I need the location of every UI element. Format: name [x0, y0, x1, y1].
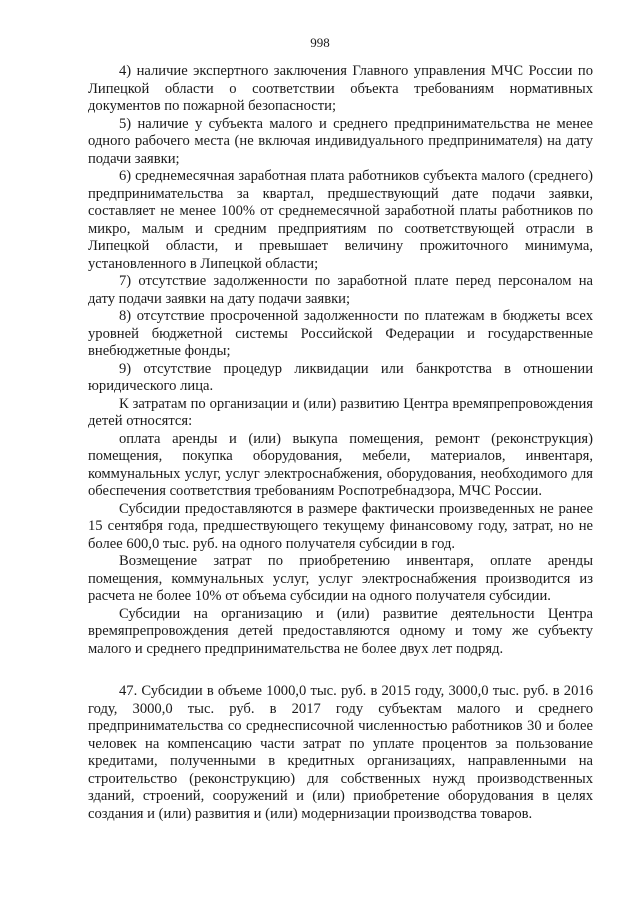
paragraph-subsidy-duration: Субсидии на организацию и (или) развитие деятельности Центра времяпрепровождения детей предоставляются одному и тому же субъекту малого и среднего предпринимательства не более двух лет подряд. [88, 605, 593, 657]
page-number: 998 [310, 35, 330, 50]
paragraph-item-8: 8) отсутствие просроченной задолженности по платежам в бюджеты всех уровней бюджетной системы Российской Федерации и государственные внебюджетные фонды; [88, 308, 593, 359]
paragraph-section-47: 47. Субсидии в объеме 1000,0 тыс. руб. в 2015 году, 3000,0 тыс. руб. в 2016 году, 3000,0 тыс. руб. в 2017 году субъектам малого и среднего предпринимательства со среднесписочной численностью работников 30 и более человек на компенсацию части затрат по уплате процентов за пользование кредитами, полученными в кредитных организациях, направленными на строительство (реконструкцию) для собственных нужд производственных зданий, строений, сооружений и (или) приобретение оборудования в целях создания и (или) развития и (или) модернизации производства товаров. [88, 683, 593, 822]
paragraph-costs-intro: К затратам по организации и (или) развитию Центра времяпрепровождения детей относятся: [88, 395, 593, 429]
paragraph-item-4: 4) наличие экспертного заключения Главного управления МЧС России по Липецкой области о соответствии объекта требованиям нормативных документов по пожарной безопасности; [88, 63, 593, 114]
document-body [88, 63, 593, 823]
paragraph-item-7: 7) отсутствие задолженности по заработной плате перед персоналом на дату подачи заявки на дату подачи заявки; [88, 273, 593, 307]
paragraph-item-6: 6) среднемесячная заработная плата работников субъекта малого (среднего) предпринимательства за квартал, предшествующий дате подачи заявки, составляет не менее 100% от среднемесячной заработной платы работников по микро, малым и средним предприятиям по соответствующей отрасли в Липецкой области, и превышает величину прожиточного минимума, установленного в Липецкой области; [88, 168, 593, 272]
paragraph-reimbursement-limit: Возмещение затрат по приобретению инвентаря, оплате аренды помещения, коммунальных услуг, услуг электроснабжения производится из расчета не более 10% от объема субсидии на одного получателя субсидии. [88, 553, 593, 604]
paragraph-costs-list: оплата аренды и (или) выкупа помещения, ремонт (реконструкция) помещения, покупка оборудования, мебели, материалов, инвентаря, коммунальных услуг, услуг электроснабжения, оборудования, необходимого для обеспечения соответствия требованиям Роспотребнадзора, МЧС России. [88, 430, 593, 499]
paragraph-item-5: 5) наличие у субъекта малого и среднего предпринимательства не менее одного рабочего места (не включая индивидуального предпринимателя) на дату подачи заявки; [88, 115, 593, 167]
paragraph-item-9: 9) отсутствие процедур ликвидации или банкротства в отношении юридического лица. [88, 360, 593, 394]
paragraph-subsidy-amount: Субсидии предоставляются в размере фактически произведенных не ранее 15 сентября года, предшествующего текущему финансовому году, затрат, но не более 600,0 тыс. руб. на одного получателя субсидии в год. [88, 500, 593, 552]
